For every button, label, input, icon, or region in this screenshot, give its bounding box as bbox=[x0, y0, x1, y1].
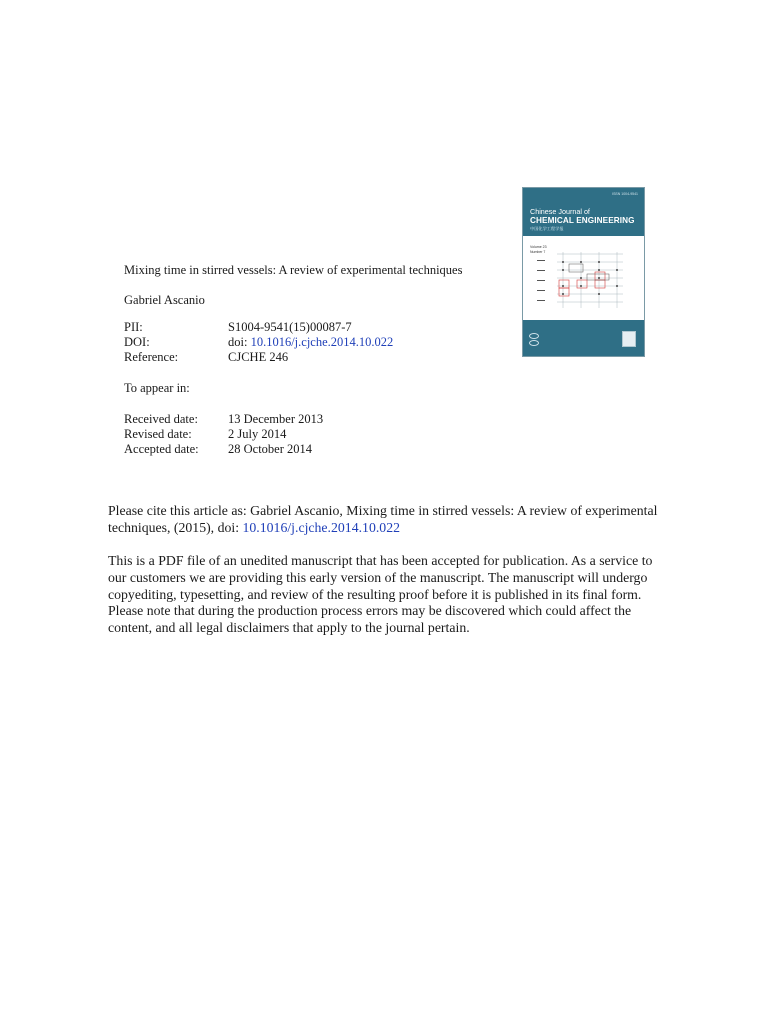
article-author: Gabriel Ascanio bbox=[124, 293, 205, 307]
citation-doi-link[interactable]: 10.1016/j.cjche.2014.10.022 bbox=[242, 520, 400, 535]
accepted-date-label: Accepted date: bbox=[124, 442, 199, 456]
notice-line-5: content, and all legal disclaimers that apply to the journal pertain. bbox=[108, 620, 470, 635]
citation-line-1: Please cite this article as: Gabriel Ascanio, Mixing time in stirred vessels: A review of experimental bbox=[108, 503, 658, 518]
cover-number: Number 7 bbox=[530, 250, 546, 254]
pii-label: PII: bbox=[124, 320, 143, 334]
notice-line-1: This is a PDF file of an unedited manuscript that has been accepted for publication. As a service to bbox=[108, 553, 653, 568]
cover-diagram bbox=[529, 250, 625, 312]
doi-label: DOI: bbox=[124, 335, 150, 349]
received-date-value: 13 December 2013 bbox=[228, 412, 324, 426]
cover-logo-icon bbox=[529, 340, 539, 346]
reference-value: CJCHE 246 bbox=[228, 350, 289, 364]
cover-issn: ISSN 1004-9541 bbox=[612, 192, 638, 196]
journal-cover-image bbox=[522, 187, 645, 357]
cover-journal-title-line2: CHEMICAL ENGINEERING bbox=[530, 216, 635, 225]
cover-volume: Volume 23 bbox=[530, 245, 547, 249]
revised-date-label: Revised date: bbox=[124, 427, 192, 441]
cover-journal-title-cn: 中国化学工程学报 bbox=[530, 226, 564, 231]
doi-link[interactable]: 10.1016/j.cjche.2014.10.022 bbox=[250, 335, 394, 349]
citation-prefix: techniques, (2015), doi: bbox=[108, 520, 240, 535]
notice-line-2: our customers we are providing this early version of the manuscript. The manuscript will undergo bbox=[108, 570, 648, 585]
cover-logo-icon bbox=[529, 333, 539, 339]
cover-journal-title-line1: Chinese Journal of bbox=[530, 207, 590, 216]
reference-label: Reference: bbox=[124, 350, 179, 364]
notice-line-4: Please note that during the production process errors may be discovered which could affect the bbox=[108, 603, 632, 618]
pii-value: S1004-9541(15)00087-7 bbox=[228, 320, 352, 334]
to-appear-label: To appear in: bbox=[124, 381, 190, 395]
doi-value bbox=[228, 335, 393, 350]
doi-prefix: doi: bbox=[228, 335, 248, 349]
revised-date-value: 2 July 2014 bbox=[228, 427, 287, 441]
citation-line-2 bbox=[108, 520, 400, 537]
notice-line-3: copyediting, typesetting, and review of the resulting proof before it is published in its final form. bbox=[108, 587, 642, 602]
accepted-date-value: 28 October 2014 bbox=[228, 442, 313, 456]
article-title: Mixing time in stirred vessels: A review of experimental techniques bbox=[124, 263, 463, 277]
cover-publisher-logo bbox=[622, 331, 636, 347]
received-date-label: Received date: bbox=[124, 412, 198, 426]
